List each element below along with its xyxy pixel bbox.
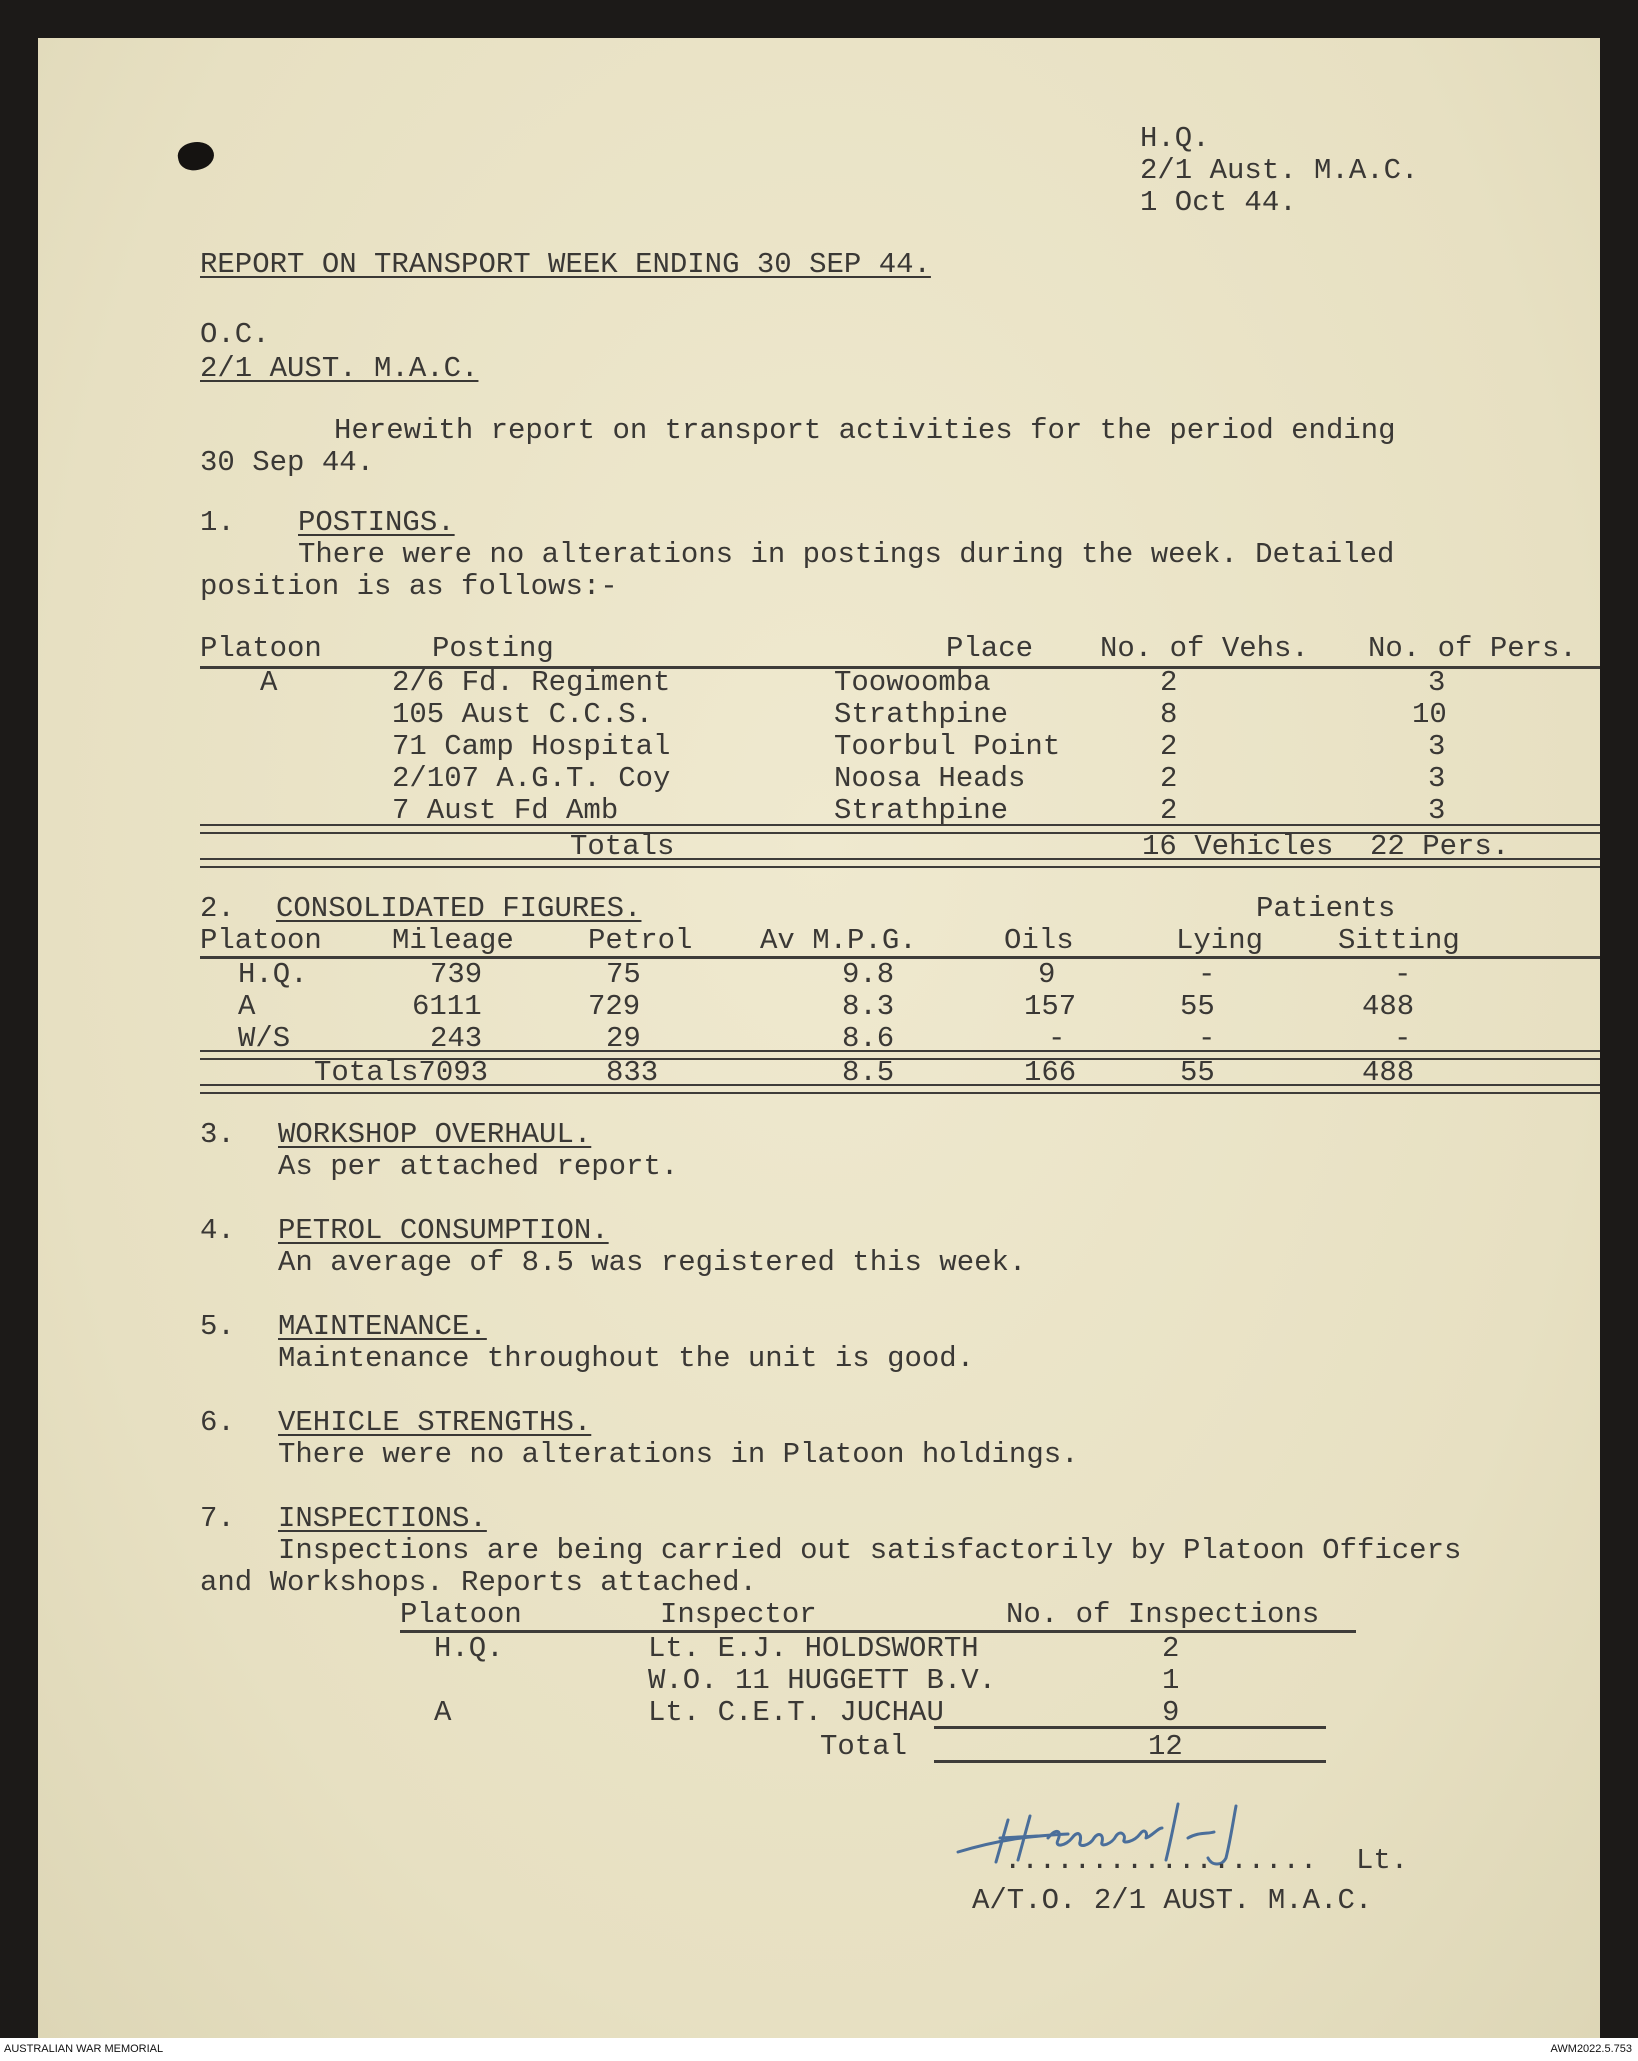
- section-5-heading: MAINTENANCE.: [278, 1310, 487, 1343]
- postings-header-pers: No. of Pers.: [1368, 632, 1577, 665]
- signature-title: A/T.O. 2/1 AUST. M.A.C.: [972, 1884, 1373, 1917]
- addressee-oc: O.C.: [200, 318, 270, 351]
- consolidated-row-3-oils: -: [1048, 1022, 1066, 1055]
- inspections-total-count: 12: [1148, 1730, 1183, 1763]
- postings-row-2-posting: 105 Aust C.C.S.: [392, 698, 654, 731]
- inspections-row-3-inspector: Lt. C.E.T. JUCHAU: [648, 1696, 944, 1729]
- intro-line-2: 30 Sep 44.: [200, 446, 375, 479]
- inspections-row-1-inspector: Lt. E.J. HOLDSWORTH: [648, 1632, 979, 1665]
- postings-row-1-place: Toowoomba: [834, 666, 991, 699]
- inspections-row-1-count: 2: [1162, 1632, 1180, 1665]
- section-3-heading: WORKSHOP OVERHAUL.: [278, 1118, 592, 1151]
- consolidated-header-sitting: Sitting: [1338, 924, 1460, 957]
- consolidated-row-3-lying: -: [1198, 1022, 1216, 1055]
- section-6-number: 6.: [200, 1406, 235, 1439]
- header-hq: H.Q.: [1140, 122, 1210, 155]
- section-1-line-1: There were no alterations in postings during the week. Detailed: [298, 538, 1395, 571]
- section-7-heading: INSPECTIONS.: [278, 1502, 487, 1535]
- consolidated-row-2-mpg: 8.3: [842, 990, 895, 1023]
- postings-row-5-vehs: 2: [1160, 794, 1178, 827]
- consolidated-row-1-oils: 9: [1038, 958, 1056, 991]
- section-3-number: 3.: [200, 1118, 235, 1151]
- consolidated-header-petrol: Petrol: [588, 924, 693, 957]
- postings-row-3-posting: 71 Camp Hospital: [392, 730, 671, 763]
- consolidated-row-1-petrol: 75: [606, 958, 641, 991]
- postings-header-posting: Posting: [432, 632, 554, 665]
- section-7-line-1: Inspections are being carried out satisfactorily by Platoon Officers: [278, 1534, 1462, 1567]
- consolidated-totals-mpg: 8.5: [842, 1056, 895, 1089]
- postings-header-platoon: Platoon: [200, 632, 322, 665]
- postings-row-3-pers: 3: [1428, 730, 1446, 763]
- section-4-number: 4.: [200, 1214, 235, 1247]
- consolidated-row-1-lying: -: [1198, 958, 1216, 991]
- section-5-text: Maintenance throughout the unit is good.: [278, 1342, 975, 1375]
- document-page: [38, 38, 1600, 2038]
- punch-hole: [175, 139, 216, 174]
- postings-row-1-posting: 2/6 Fd. Regiment: [392, 666, 671, 699]
- footer-archive-name: AUSTRALIAN WAR MEMORIAL: [4, 2043, 164, 2055]
- consolidated-row-1-mpg: 9.8: [842, 958, 895, 991]
- inspections-row-2-count: 1: [1162, 1664, 1180, 1697]
- inspections-total-label: Total: [820, 1730, 908, 1763]
- consolidated-header-platoon: Platoon: [200, 924, 322, 957]
- section-2-heading: CONSOLIDATED FIGURES.: [276, 892, 642, 925]
- postings-row-1-pers: 3: [1428, 666, 1446, 699]
- consolidated-header-rule: [200, 956, 1600, 959]
- section-2-number: 2.: [200, 892, 235, 925]
- postings-row-1-vehs: 2: [1160, 666, 1178, 699]
- signature-dots: ..................: [1004, 1844, 1318, 1877]
- consolidated-row-1-sitting: -: [1394, 958, 1412, 991]
- inspections-row-3-count: 9: [1162, 1696, 1180, 1729]
- section-1-heading: POSTINGS.: [298, 506, 455, 539]
- consolidated-totals-lying: 55: [1180, 1056, 1215, 1089]
- consolidated-row-1-mileage: 739: [430, 958, 483, 991]
- postings-totals-label: Totals: [570, 830, 675, 863]
- section-6-heading: VEHICLE STRENGTHS.: [278, 1406, 592, 1439]
- inspections-header-inspector: Inspector: [660, 1598, 817, 1631]
- signature-rank: Lt.: [1356, 1844, 1409, 1877]
- section-7-number: 7.: [200, 1502, 235, 1535]
- report-title: REPORT ON TRANSPORT WEEK ENDING 30 SEP 44.: [200, 248, 931, 281]
- consolidated-row-1-platoon: H.Q.: [238, 958, 308, 991]
- consolidated-row-3-petrol: 29: [606, 1022, 641, 1055]
- patients-label: Patients: [1256, 892, 1396, 925]
- section-3-text: As per attached report.: [278, 1150, 679, 1183]
- inspections-header-platoon: Platoon: [400, 1598, 522, 1631]
- postings-row-4-pers: 3: [1428, 762, 1446, 795]
- inspections-row-3-platoon: A: [434, 1696, 452, 1729]
- header-date: 1 Oct 44.: [1140, 186, 1297, 219]
- footer-bar: [0, 2038, 1638, 2061]
- postings-bottom-rule: [200, 858, 1600, 868]
- postings-row-4-posting: 2/107 A.G.T. Coy: [392, 762, 671, 795]
- inspections-total-rule: [934, 1760, 1326, 1763]
- section-7-line-2: and Workshops. Reports attached.: [200, 1566, 757, 1599]
- consolidated-row-3-platoon: W/S: [238, 1022, 291, 1055]
- consolidated-row-3-mpg: 8.6: [842, 1022, 895, 1055]
- inspections-row-2-inspector: W.O. 11 HUGGETT B.V.: [648, 1664, 997, 1697]
- consolidated-row-2-sitting: 488: [1362, 990, 1415, 1023]
- postings-row-5-place: Strathpine: [834, 794, 1009, 827]
- consolidated-row-2-mileage: 6111: [412, 990, 482, 1023]
- consolidated-row-2-lying: 55: [1180, 990, 1215, 1023]
- section-6-text: There were no alterations in Platoon holdings.: [278, 1438, 1079, 1471]
- consolidated-totals-oils: 166: [1024, 1056, 1077, 1089]
- consolidated-header-oils: Oils: [1004, 924, 1074, 957]
- section-1-line-2: position is as follows:-: [200, 570, 618, 603]
- addressee-unit: 2/1 AUST. M.A.C.: [200, 352, 479, 385]
- header-unit: 2/1 Aust. M.A.C.: [1140, 154, 1419, 187]
- postings-row-5-posting: 7 Aust Fd Amb: [392, 794, 619, 827]
- postings-row-4-place: Noosa Heads: [834, 762, 1026, 795]
- section-4-heading: PETROL CONSUMPTION.: [278, 1214, 609, 1247]
- inspections-header-count: No. of Inspections: [1006, 1598, 1320, 1631]
- consolidated-header-mpg: Av M.P.G.: [760, 924, 917, 957]
- postings-row-4-vehs: 2: [1160, 762, 1178, 795]
- postings-row-1-platoon: A: [260, 666, 278, 699]
- consolidated-bottom-rule: [200, 1084, 1600, 1094]
- postings-row-2-vehs: 8: [1160, 698, 1178, 731]
- consolidated-row-2-oils: 157: [1024, 990, 1077, 1023]
- postings-row-2-pers: 10: [1412, 698, 1447, 731]
- consolidated-totals-sitting: 488: [1362, 1056, 1415, 1089]
- postings-totals-vehs: 16 Vehicles: [1142, 830, 1334, 863]
- consolidated-totals-petrol: 833: [606, 1056, 659, 1089]
- intro-line-1: Herewith report on transport activities for the period ending: [334, 414, 1396, 447]
- section-4-text: An average of 8.5 was registered this week.: [278, 1246, 1027, 1279]
- consolidated-row-3-mileage: 243: [430, 1022, 483, 1055]
- postings-row-3-place: Toorbul Point: [834, 730, 1061, 763]
- section-1-number: 1.: [200, 506, 235, 539]
- postings-row-2-place: Strathpine: [834, 698, 1009, 731]
- consolidated-header-mileage: Mileage: [392, 924, 514, 957]
- postings-header-place: Place: [946, 632, 1034, 665]
- consolidated-header-lying: Lying: [1176, 924, 1264, 957]
- consolidated-row-2-petrol: 729: [588, 990, 641, 1023]
- postings-header-vehs: No. of Vehs.: [1100, 632, 1309, 665]
- inspections-subtotal-rule: [934, 1726, 1326, 1729]
- consolidated-row-2-platoon: A: [238, 990, 256, 1023]
- inspections-row-1-platoon: H.Q.: [434, 1632, 504, 1665]
- footer-item-id: AWM2022.5.753: [1550, 2043, 1632, 2055]
- postings-row-3-vehs: 2: [1160, 730, 1178, 763]
- consolidated-totals-label: Totals7093: [314, 1056, 489, 1089]
- consolidated-row-3-sitting: -: [1394, 1022, 1412, 1055]
- postings-totals-pers: 22 Pers.: [1370, 830, 1510, 863]
- section-5-number: 5.: [200, 1310, 235, 1343]
- postings-row-5-pers: 3: [1428, 794, 1446, 827]
